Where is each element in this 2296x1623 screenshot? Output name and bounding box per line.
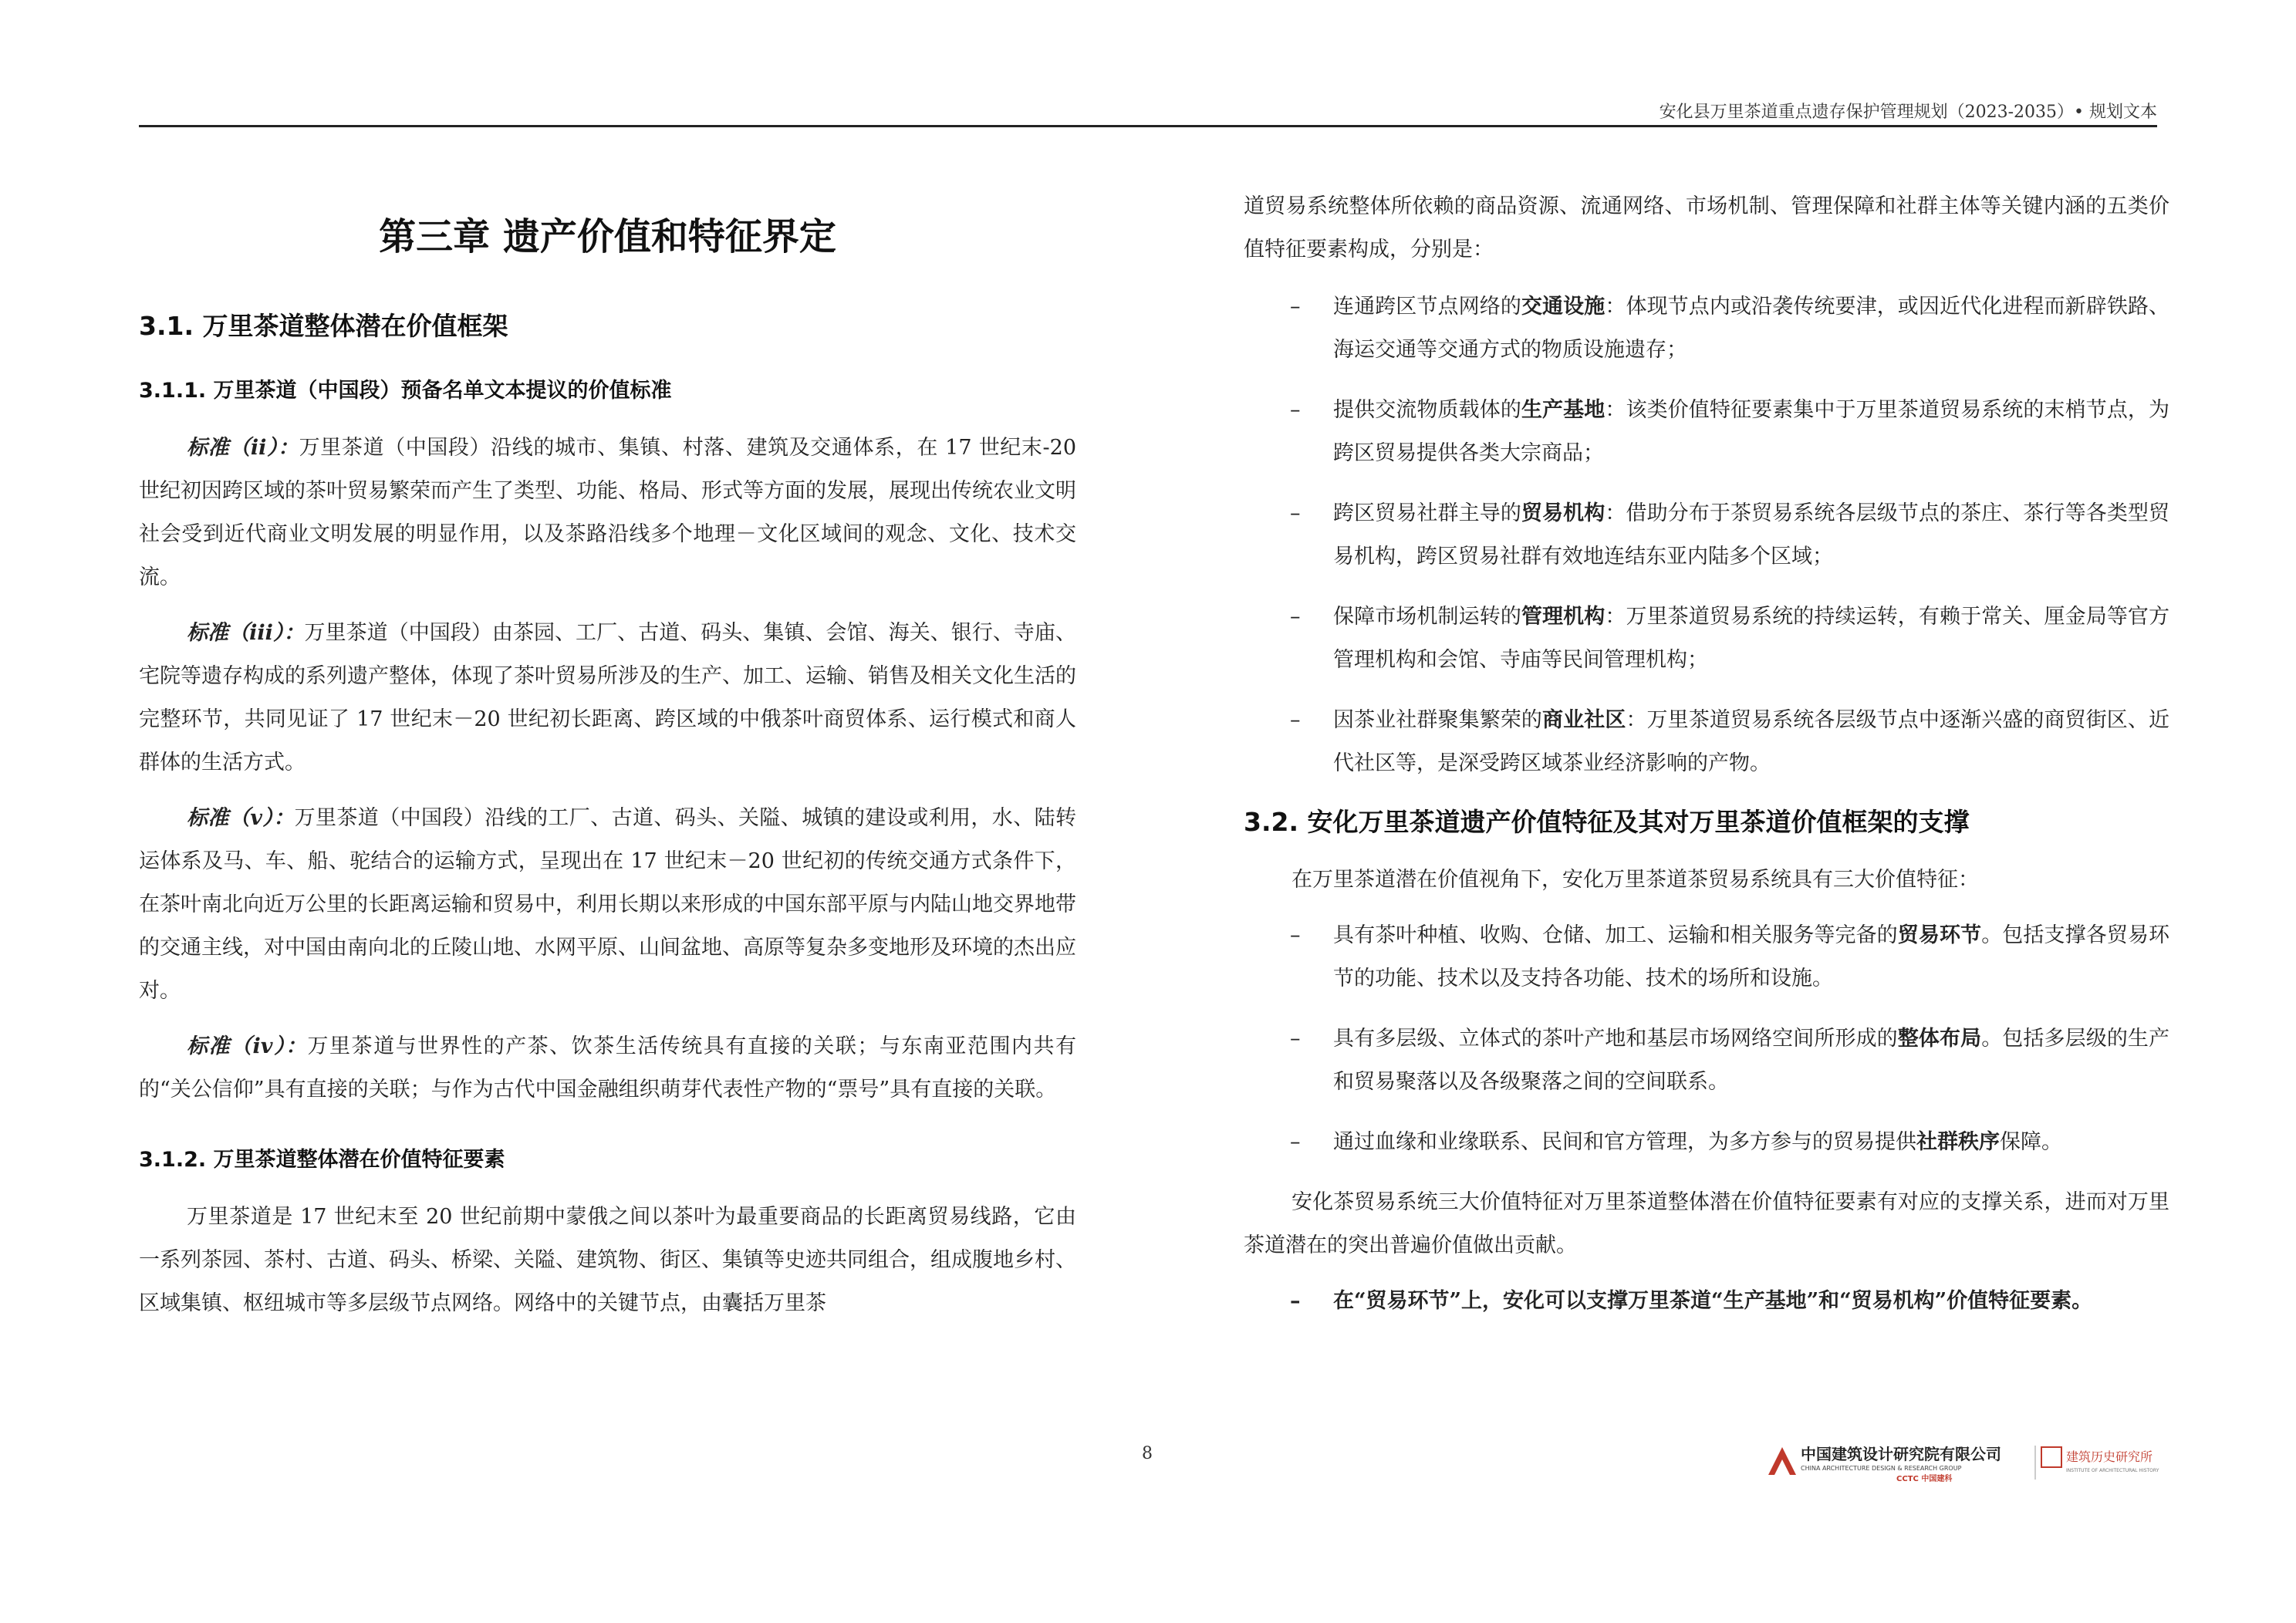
list-item <box>1244 1121 2169 1164</box>
list-item <box>1244 285 2169 372</box>
criterion-paragraph <box>139 797 1076 1013</box>
list-item <box>1244 389 2169 475</box>
criterion-label: 标准（ii）： <box>187 436 299 460</box>
section-title-3-1: 3.1. 万里茶道整体潜在价值框架 <box>139 311 508 341</box>
dash-marker: – <box>1290 398 1301 422</box>
body-paragraph: 万里茶道是 17 世纪末至 20 世纪前期中蒙俄之间以茶叶为最重要商品的长距离贸易线路，它由一系列茶园、茶村、古道、码头、桥梁、关隘、建筑物、街区、集镇等史迹共同组合，组成腹地乡村、区域集镇、枢纽城市等多层级节点网络。网络中的关键节点，由囊括万里茶 <box>139 1205 1076 1315</box>
criterion-label: 标准（iii）： <box>187 621 305 645</box>
dash-marker: – <box>1290 708 1301 732</box>
item-text: ：体现节点内或沿袭传统要津，或因近代化进程而新辟铁路、海运交通等交通方式的物质设施遗存； <box>1333 295 2170 362</box>
criterion-text: 万里茶道（中国段）沿线的城市、集镇、村落、建筑及交通体系，在 17 世纪末-20 世纪初因跨区域的茶叶贸易繁荣而产生了类型、功能、格局、形式等方面的发展，展现出传统农业文明社会受到近代商业文明发展的明显作用，以及茶路沿线多个地理－文化区域间的观念、文化、技术交流。 <box>139 436 1076 589</box>
section-title-3-2: 3.2. 安化万里茶道遗产价值特征及其对万里茶道价值框架的支撑 <box>1244 807 1970 837</box>
item-text: 因茶业社群聚集繁荣的 <box>1333 708 1543 732</box>
running-header: 安化县万里茶道重点遗存保护管理规划（2023-2035）• 规划文本 <box>1659 103 2157 122</box>
item-text: ：该类价值特征要素集中于万里茶道贸易系统的末梢节点，为跨区贸易提供各类大宗商品； <box>1333 398 2170 465</box>
item-text: ：万里茶道贸易系统的持续运转，有赖于常关、厘金局等官方管理机构和会馆、寺庙等民间管理机构； <box>1333 605 2170 672</box>
dash-marker: – <box>1290 501 1301 525</box>
list-item <box>1244 914 2169 1000</box>
continued-paragraph: 道贸易系统整体所依赖的商品资源、流通网络、市场机制、管理保障和社群主体等关键内涵的五类价值特征要素构成，分别是： <box>1244 194 2169 262</box>
chapter-title: 第三章 遗产价值和特征界定 <box>379 215 836 258</box>
keyword: 贸易机构 <box>1521 501 1606 525</box>
dash-marker: – <box>1290 1289 1301 1313</box>
logo2-en-text: INSTITUTE OF ARCHITECTURAL HISTORY <box>2066 1468 2159 1473</box>
value-feature-list <box>1244 914 2169 1164</box>
dash-marker: – <box>1290 295 1301 319</box>
left-column <box>139 162 1076 1338</box>
body-paragraph: 在万里茶道潜在价值视角下，安化万里茶道茶贸易系统具有三大价值特征： <box>1292 868 1979 892</box>
item-text: 连通跨区节点网络的 <box>1333 295 1521 319</box>
keyword: 贸易环节 <box>1897 923 1982 947</box>
criterion-text: 万里茶道与世界性的产茶、饮茶生活传统具有直接的关联；与东南亚范围内共有的“关公信仰”具有直接的关联；与作为古代中国金融组织萌芽代表性产物的“票号”具有直接的关联。 <box>139 1034 1076 1102</box>
keyword: 生产基地 <box>1521 398 1606 422</box>
header-rule <box>139 125 2157 127</box>
keyword: 整体布局 <box>1897 1027 1982 1051</box>
dash-marker: – <box>1290 923 1301 947</box>
logo-en-text: CHINA ARCHITECTURE DESIGN & RESEARCH GROUP <box>1801 1465 1962 1472</box>
page-number: 8 <box>1142 1444 1153 1463</box>
publisher-logo <box>1765 1441 2166 1484</box>
list-item <box>1244 699 2169 785</box>
value-element-list <box>1244 285 2169 785</box>
list-item <box>1244 596 2169 682</box>
seal-logo-icon <box>2041 1447 2061 1467</box>
keyword: 交通设施 <box>1521 295 1606 319</box>
item-text: 提供交流物质载体的 <box>1333 398 1521 422</box>
right-column <box>1244 185 2169 1340</box>
dash-marker: – <box>1290 1027 1301 1051</box>
subsection-title-3-1-2: 3.1.2. 万里茶道整体潜在价值特征要素 <box>139 1148 505 1172</box>
list-item <box>1244 1280 2169 1323</box>
item-text: ：借助分布于茶贸易系统各层级节点的茶庄、茶行等各类型贸易机构，跨区贸易社群有效地连结东亚内陆多个区域； <box>1333 501 2170 569</box>
criterion-paragraph <box>139 1025 1076 1112</box>
criterion-label: 标准（v）： <box>187 806 295 830</box>
logo-sub-text: CCTC 中国建科 <box>1896 1475 1953 1483</box>
item-text: 通过血缘和业缘联系、民间和官方管理，为多方参与的贸易提供 <box>1333 1130 1916 1154</box>
item-text: 。包括多层级的生产和贸易聚落以及各级聚落之间的空间联系。 <box>1333 1027 2170 1094</box>
dash-marker: – <box>1290 1130 1301 1154</box>
logo-cn-text: 中国建筑设计研究院有限公司 <box>1801 1445 2001 1463</box>
criterion-text: 万里茶道（中国段）由茶园、工厂、古道、码头、集镇、会馆、海关、银行、寺庙、宅院等遗存构成的系列遗产整体，体现了茶叶贸易所涉及的生产、加工、运输、销售及相关文化生活的完整环节，共同见证了 17 世纪末－20 世纪初长距离、跨区域的中俄茶叶商贸体系、运行模式和商人群体的生活方式。 <box>139 621 1077 774</box>
list-item <box>1244 492 2169 579</box>
triangle-logo-icon <box>1768 1447 1796 1475</box>
dash-marker: – <box>1290 605 1301 629</box>
item-text: 具有多层级、立体式的茶叶产地和基层市场网络空间所形成的 <box>1333 1027 1898 1051</box>
list-item <box>1244 1017 2169 1104</box>
item-text: 。包括支撑各贸易环节的功能、技术以及支持各功能、技术的场所和设施。 <box>1333 923 2170 990</box>
item-text: 保障市场机制运转的 <box>1333 605 1521 629</box>
item-text: ：万里茶道贸易系统各层级节点中逐渐兴盛的商贸街区、近代社区等，是深受跨区域茶业经济影响的产物。 <box>1333 708 2170 775</box>
criterion-paragraph <box>139 427 1076 599</box>
item-text: 跨区贸易社群主导的 <box>1333 501 1521 525</box>
keyword: 社群秩序 <box>1916 1130 2000 1154</box>
keyword: 管理机构 <box>1521 605 1606 629</box>
criterion-paragraph <box>139 612 1076 785</box>
support-list <box>1244 1280 2169 1323</box>
item-text: 具有茶叶种植、收购、仓储、加工、运输和相关服务等完备的 <box>1333 923 1898 947</box>
item-text: 在“贸易环节”上，安化可以支撑万里茶道“生产基地”和“贸易机构”价值特征要素。 <box>1333 1289 2093 1313</box>
logo2-cn-text: 建筑历史研究所 <box>2066 1449 2153 1464</box>
body-paragraph: 安化茶贸易系统三大价值特征对万里茶道整体潜在价值特征要素有对应的支撑关系，进而对万里茶道潜在的突出普遍价值做出贡献。 <box>1244 1190 2169 1257</box>
item-text: 保障。 <box>2000 1130 2062 1154</box>
criterion-label: 标准（iv）： <box>187 1034 308 1058</box>
keyword: 商业社区 <box>1542 708 1626 732</box>
criterion-text: 万里茶道（中国段）沿线的工厂、古道、码头、关隘、城镇的建设或利用，水、陆转运体系及马、车、船、驼结合的运输方式，呈现出在 17 世纪末－20 世纪初的传统交通方式条件下，在茶叶南北向近万公里的长距离运输和贸易中，利用长期以来形成的中国东部平原与内陆山地交界地带的交通主线，对中国由南向北的丘陵山地、水网平原、山间盆地、高原等复杂多变地形及环境的杰出应对。 <box>139 806 1076 1003</box>
subsection-title-3-1-1: 3.1.1. 万里茶道（中国段）预备名单文本提议的价值标准 <box>139 379 672 403</box>
